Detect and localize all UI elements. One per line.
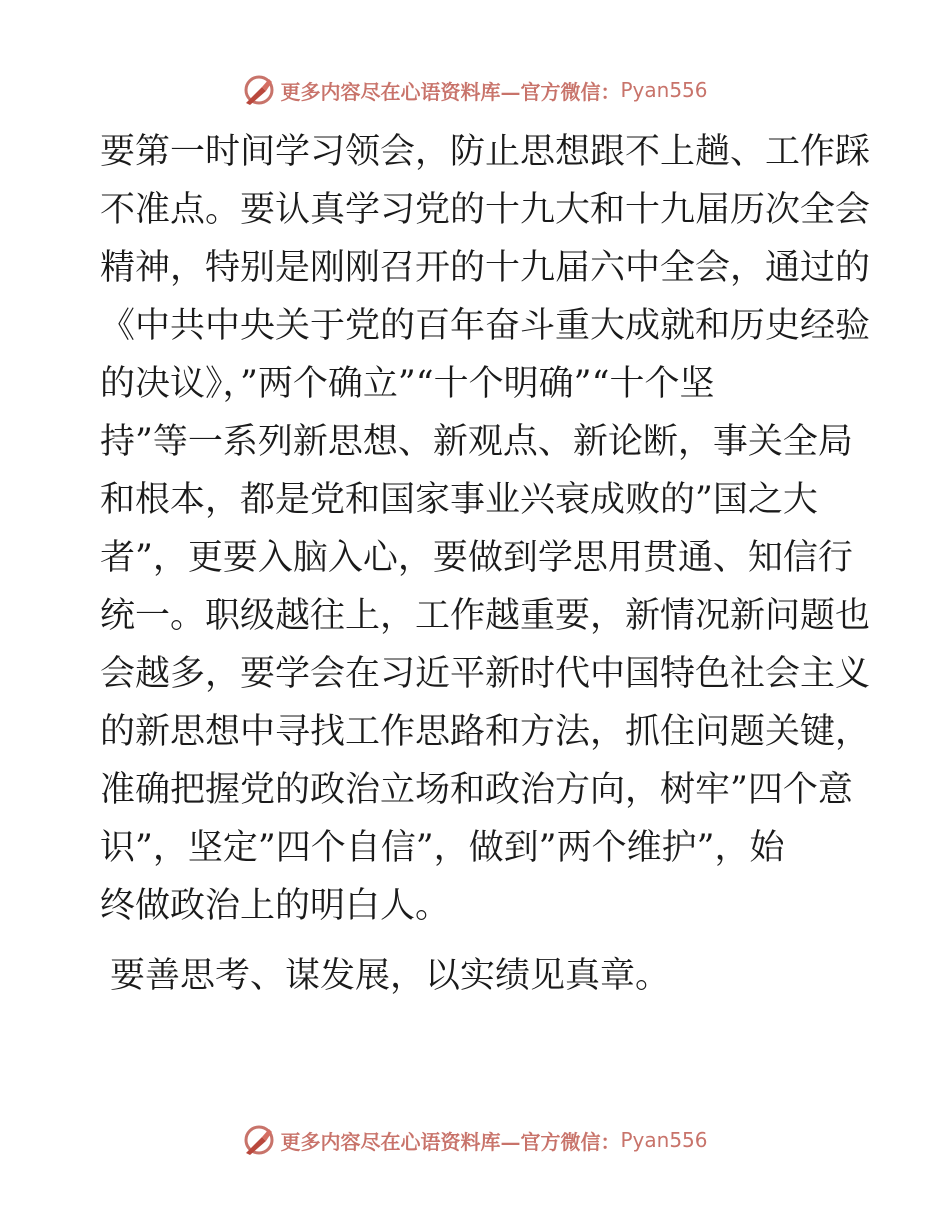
text-line: 统一。职级越往上，工作越重要，新情况新问题也 [100,596,871,636]
text-line: 的决议》，”两个确立”“十个明确”“十个坚 [100,364,715,404]
text-line: 会越多，要学会在习近平新时代中国特色社会主义 [100,654,871,694]
paragraph-1 [100,123,871,935]
text-line: 要第一时间学习领会，防止思想跟不上趟、工作踩 [100,132,871,172]
text-line: 者”，更要入脑入心，要做到学思用贯通、知信行 [100,538,853,578]
header-brand-text: 更多内容尽在心语资料库—官方微信： [280,79,621,104]
text-line: 和根本，都是党和国家事业兴衰成败的”国之大 [100,480,818,520]
text-line: 准确把握党的政治立场和政治方向，树牢”四个意 [100,770,853,810]
text-line: 的新思想中寻找工作思路和方法，抓住问题关键， [100,712,871,752]
text-line: 持”等一系列新思想、新观点、新论断，事关全局 [100,422,853,462]
footer-wechat-handle: Pyan556 [620,1128,708,1152]
header-watermark [0,70,950,110]
document-body [100,123,871,1005]
footer-brand-text: 更多内容尽在心语资料库—官方微信： [280,1129,621,1154]
pen-logo-icon [242,73,276,107]
footer-watermark [0,1120,950,1160]
text-line: 精神，特别是刚刚召开的十九届六中全会，通过的 [100,248,871,288]
text-line: 《中共中央关于党的百年奋斗重大成就和历史经验 [100,306,871,346]
text-line: 不准点。要认真学习党的十九大和十九届历次全会 [100,190,871,230]
paragraph-spacer [100,935,860,947]
header-wechat-handle: Pyan556 [620,78,708,102]
pen-logo-icon [242,1123,276,1157]
paragraph-2: 要善思考、谋发展，以实绩见真章。 [110,956,671,996]
text-line: 识”，坚定”四个自信”，做到”两个维护”，始 [100,828,785,868]
text-line: 终做政治上的明白人。 [100,886,451,926]
